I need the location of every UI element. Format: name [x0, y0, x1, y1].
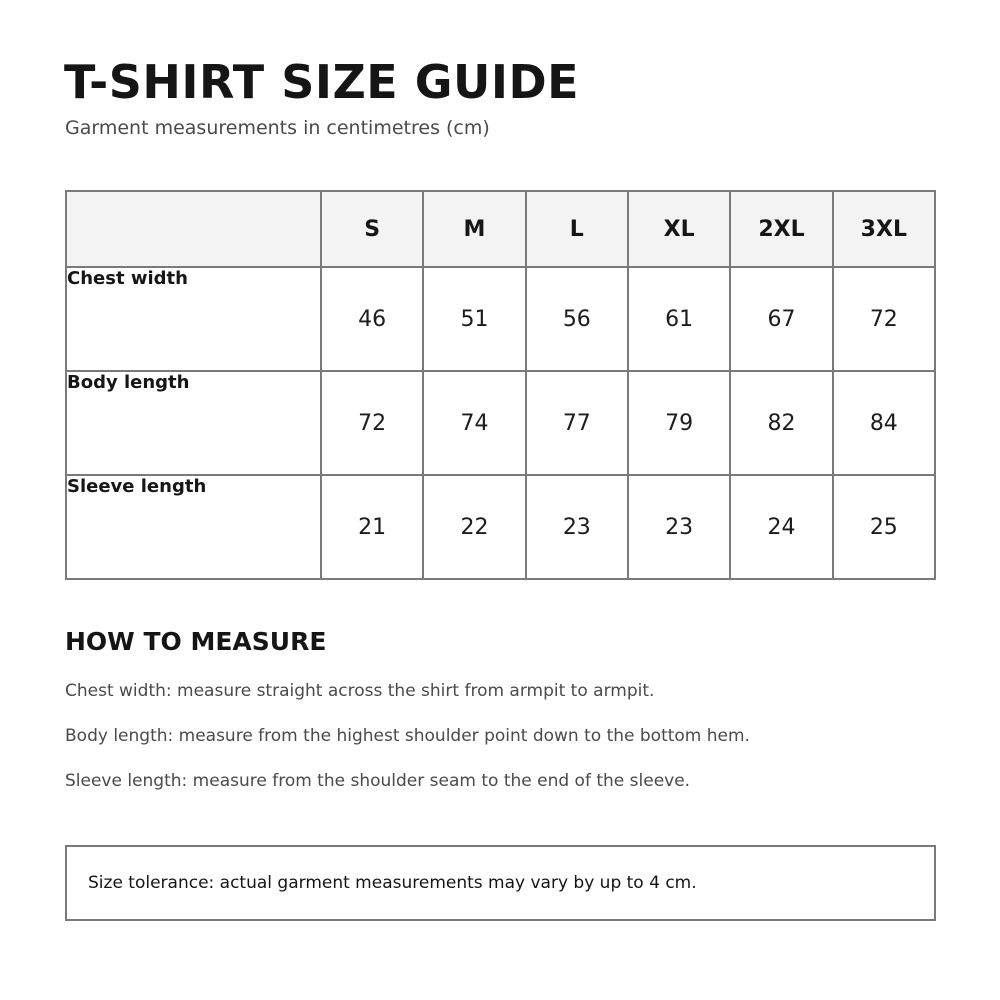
table-cell: 72 — [833, 267, 935, 371]
size-header: M — [423, 191, 525, 267]
table-header-row — [66, 191, 935, 267]
table-cell: 67 — [730, 267, 832, 371]
how-to-measure-heading: HOW TO MEASURE — [65, 627, 327, 656]
size-header: L — [526, 191, 628, 267]
table-cell: 21 — [321, 475, 423, 579]
table-cell: 74 — [423, 371, 525, 475]
table-cell: 82 — [730, 371, 832, 475]
table-cell: 25 — [833, 475, 935, 579]
table-cell: 46 — [321, 267, 423, 371]
instruction-chest: Chest width: measure straight across the shirt from armpit to armpit. — [65, 681, 655, 701]
table-cell: 22 — [423, 475, 525, 579]
page-subtitle: Garment measurements in centimetres (cm) — [65, 117, 490, 139]
table-cell: 77 — [526, 371, 628, 475]
table-cell: 23 — [628, 475, 730, 579]
table-cell: 23 — [526, 475, 628, 579]
row-label: Body length — [66, 371, 321, 475]
table-cell: 24 — [730, 475, 832, 579]
row-label: Chest width — [66, 267, 321, 371]
table-cell: 84 — [833, 371, 935, 475]
page-title: T-SHIRT SIZE GUIDE — [64, 55, 580, 109]
table-row — [66, 267, 935, 371]
size-header: 3XL — [833, 191, 935, 267]
table-cell: 79 — [628, 371, 730, 475]
instruction-body: Body length: measure from the highest shoulder point down to the bottom hem. — [65, 726, 750, 746]
size-table — [65, 190, 936, 580]
row-label: Sleeve length — [66, 475, 321, 579]
table-cell: 56 — [526, 267, 628, 371]
size-header: 2XL — [730, 191, 832, 267]
table-cell: 51 — [423, 267, 525, 371]
tolerance-note — [65, 845, 936, 921]
tolerance-note-text: Size tolerance: actual garment measurements may vary by up to 4 cm. — [88, 873, 697, 893]
instruction-sleeve: Sleeve length: measure from the shoulder seam to the end of the sleeve. — [65, 771, 691, 791]
size-header: XL — [628, 191, 730, 267]
size-header: S — [321, 191, 423, 267]
table-row — [66, 371, 935, 475]
table-cell: 61 — [628, 267, 730, 371]
table-cell: 72 — [321, 371, 423, 475]
corner-cell — [66, 191, 321, 267]
table-row — [66, 475, 935, 579]
